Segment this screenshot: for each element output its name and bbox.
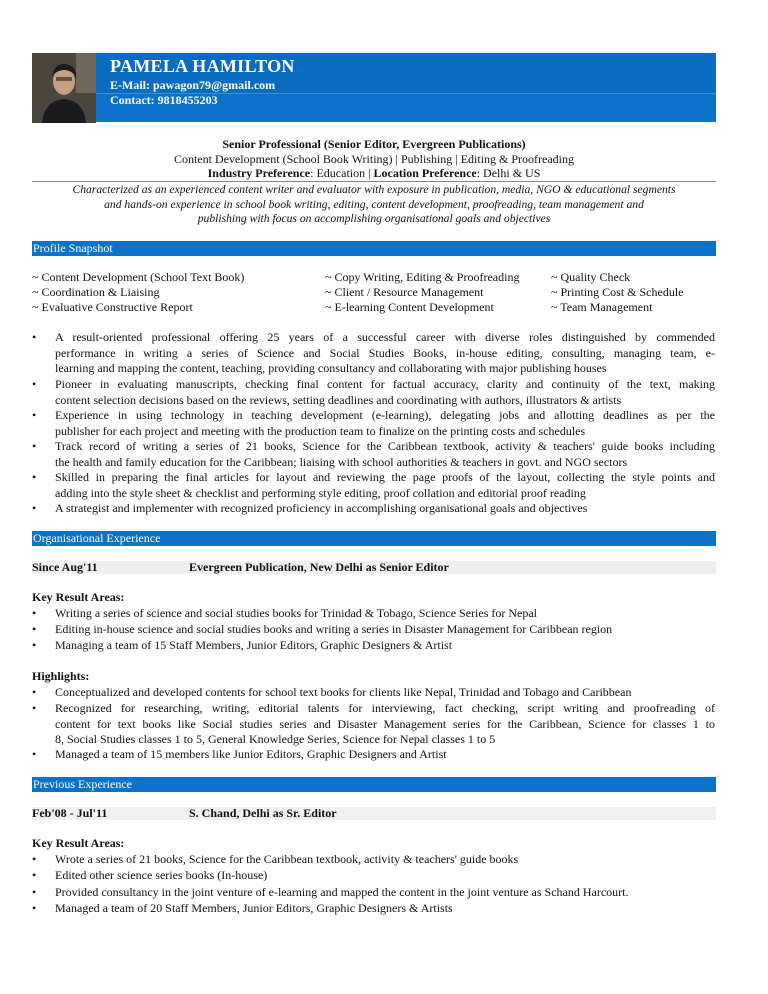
role-row <box>32 807 716 820</box>
kra-heading: Key Result Areas: <box>32 590 125 604</box>
location-pref-label: Location Preference <box>373 166 477 180</box>
contact-text: Contact: 9818455203 <box>110 93 218 107</box>
kra-item: Provided consultancy in the joint venture of e-learning and mapped the content in the joint venture as Schand Harcourt. <box>55 885 629 899</box>
kra-item: Edited other science series books (In-house) <box>55 868 268 882</box>
kra-item: Wrote a series of 21 books, Science for the Caribbean textbook, activity & teachers' guide books <box>55 852 519 866</box>
bullet-icon: • <box>32 408 37 422</box>
kra-item: Writing a series of science and social studies books for Trinidad & Tobago, Science Series for Nepal <box>55 606 538 620</box>
snapshot-bullet: Experience in using technology in teaching development (e-learning), delegating jobs and allotting deadlines as per the publisher for each project and meeting with the production team to finalize on the printing costs and schedules <box>55 408 715 438</box>
role-title: Evergreen Publication, New Delhi as Senior Editor <box>189 560 449 574</box>
role-row <box>32 561 716 574</box>
role-date: Feb'08 - Jul'11 <box>32 806 108 820</box>
section-heading-org-experience: Organisational Experience <box>32 531 716 546</box>
snapshot-skill: ~ Evaluative Constructive Report <box>32 300 193 314</box>
bullet-icon: • <box>32 885 37 899</box>
kra-heading: Key Result Areas: <box>32 836 125 850</box>
snapshot-skill: ~ Team Management <box>551 300 653 314</box>
section-heading-profile-snapshot: Profile Snapshot <box>32 241 716 256</box>
industry-pref-value: : Education | <box>310 166 374 180</box>
kra-item: Editing in-house science and social studies books and writing a series in Disaster Management for Caribbean region <box>55 622 613 636</box>
kra-item: Managed a team of 20 Staff Members, Junior Editors, Graphic Designers & Artists <box>55 901 453 915</box>
snapshot-skill: ~ Content Development (School Text Book) <box>32 270 245 284</box>
highlight-item: Recognized for researching, writing, editorial talents for interviewing, fact checking, script writing and proofreading of content for text books like Social studies series and Disaster Management series for the Caribbean, Science for classes 1 to 8, Social Studies classes 1 to 5, General Knowledge Series, Science for Nepal classes 1 to 5 <box>55 701 715 746</box>
section-heading-prev-experience: Previous Experience <box>32 777 716 792</box>
highlight-item: Conceptualized and developed contents for school text books for clients like Nepal, Trinidad and Tobago and Caribbean <box>55 685 632 699</box>
candidate-name: PAMELA HAMILTON <box>110 56 295 76</box>
snapshot-skill: ~ Copy Writing, Editing & Proofreading <box>325 270 520 284</box>
summary-title: Senior Professional (Senior Editor, Evergreen Publications) <box>222 137 526 151</box>
snapshot-skill: ~ Printing Cost & Schedule <box>551 285 684 299</box>
snapshot-bullet: A result-oriented professional offering 25 years of a successful career with diverse roles distinguished by commended performance in writing a series of Science and Social Studies Books, in-house editing, consulting, managing team, e- learning and mapping the content, teaching, providing consultancy and collaborating with major publishing houses <box>55 330 715 375</box>
summary-divider <box>32 181 716 182</box>
bullet-icon: • <box>32 330 37 344</box>
summary-skills: Content Development (School Book Writing) | Publishing | Editing & Proofreading <box>173 152 575 166</box>
snapshot-skill: ~ Coordination & Liaising <box>32 285 160 299</box>
bullet-icon: • <box>32 747 37 761</box>
bullet-icon: • <box>32 470 37 484</box>
snapshot-skill: ~ Client / Resource Management <box>325 285 484 299</box>
kra-item: Managing a team of 15 Staff Members, Junior Editors, Graphic Designers & Artist <box>55 638 453 652</box>
location-pref-value: : Delhi & US <box>476 166 541 180</box>
summary-statement-line: and hands-on experience in school book writing, editing, content development, proofreading, team management and <box>104 198 644 211</box>
snapshot-skill: ~ Quality Check <box>551 270 631 284</box>
bullet-icon: • <box>32 852 37 866</box>
snapshot-skill: ~ E-learning Content Development <box>325 300 494 314</box>
bullet-icon: • <box>32 685 37 699</box>
snapshot-bullet: Track record of writing a series of 21 books, Science for the Caribbean textbook, activity & teachers' guide books including the health and family education for the Caribbean; liaising with school authorities & teachers in govt. and NGO sectors <box>55 439 715 469</box>
profile-photo <box>32 53 96 123</box>
summary-preferences <box>32 166 716 181</box>
snapshot-bullet: Skilled in preparing the final articles for layout and reviewing the page proofs of the layout, collecting the style points and adding into the style sheet & checklist and performing style editing, proof collation and editorial proof reading <box>55 470 715 500</box>
summary-statement-line: publishing with focus on accomplishing organisational goals and objectives <box>197 212 551 225</box>
bullet-icon: • <box>32 501 37 515</box>
industry-pref-label: Industry Preference <box>207 166 311 180</box>
snapshot-bullet: Pioneer in evaluating manuscripts, checking final content for factual accuracy, clarity and continuity of the text, making content selection decisions based on the reviews, setting deadlines and coordinating with authors, illustrators & artists <box>55 377 715 407</box>
email-text: E-Mail: pawagon79@gmail.com <box>110 78 276 92</box>
bullet-icon: • <box>32 901 37 915</box>
highlight-item: Managed a team of 15 members like Junior Editors, Graphic Designers and Artist <box>55 747 447 761</box>
bullet-icon: • <box>32 868 37 882</box>
role-date: Since Aug'11 <box>32 560 98 574</box>
role-title: S. Chand, Delhi as Sr. Editor <box>189 806 337 820</box>
bullet-icon: • <box>32 439 37 453</box>
snapshot-bullet: A strategist and implementer with recognized proficiency in accomplishing organisational goals and objectives <box>55 501 588 515</box>
bullet-icon: • <box>32 606 37 620</box>
summary-statement-line: Characterized as an experienced content writer and evaluator with exposure in publication, media, NGO & educational segments <box>72 183 676 196</box>
bullet-icon: • <box>32 377 37 391</box>
bullet-icon: • <box>32 638 37 652</box>
bullet-icon: • <box>32 701 37 715</box>
highlights-heading: Highlights: <box>32 669 90 683</box>
bullet-icon: • <box>32 622 37 636</box>
